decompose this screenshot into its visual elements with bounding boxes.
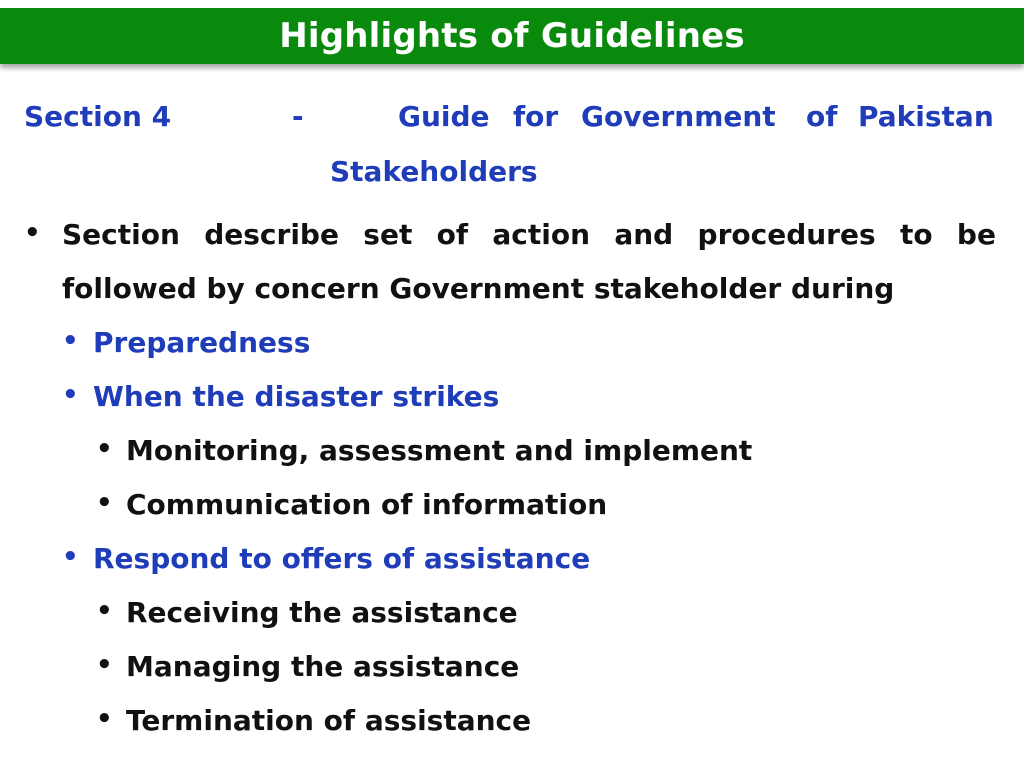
intro-word: Section: [62, 218, 180, 251]
list-item-receiving: Receiving the assistance: [126, 596, 518, 629]
slide-title: Highlights of Guidelines: [279, 16, 745, 56]
section-continuation: Stakeholders: [330, 155, 538, 188]
bullet-dot-icon: •: [24, 218, 41, 248]
bullet-dot-icon: •: [96, 488, 113, 518]
list-item-preparedness: Preparedness: [93, 326, 311, 359]
bullet-dot-icon: •: [96, 650, 113, 680]
intro-word: procedures: [697, 218, 876, 251]
bullet-dot-icon: •: [62, 326, 79, 356]
bullet-dot-icon: •: [96, 434, 113, 464]
intro-word: to: [899, 218, 933, 251]
bullet-dot-icon: •: [62, 380, 79, 410]
section-word-government: Government: [581, 100, 776, 133]
intro-word: set: [363, 218, 413, 251]
bullet-dot-icon: •: [62, 542, 79, 572]
intro-word: action: [492, 218, 591, 251]
section-word-of: of: [806, 100, 838, 133]
intro-line-2: followed by concern Government stakeholder during: [62, 272, 895, 305]
intro-word: and: [614, 218, 674, 251]
list-item-communication: Communication of information: [126, 488, 608, 521]
section-label: Section 4: [24, 100, 172, 133]
bullet-dot-icon: •: [96, 704, 113, 734]
list-item-monitoring: Monitoring, assessment and implement: [126, 434, 753, 467]
list-item-disaster-strikes: When the disaster strikes: [93, 380, 500, 413]
intro-line-1: [62, 218, 996, 251]
title-bar: [0, 8, 1024, 64]
section-dash: -: [292, 100, 304, 133]
list-item-termination: Termination of assistance: [126, 704, 532, 737]
section-word-for: for: [513, 100, 559, 133]
intro-word: be: [956, 218, 996, 251]
bullet-dot-icon: •: [96, 596, 113, 626]
intro-word: of: [436, 218, 469, 251]
intro-word: describe: [204, 218, 339, 251]
list-item-respond-offers: Respond to offers of assistance: [93, 542, 591, 575]
section-word-guide: Guide: [398, 100, 490, 133]
section-word-pakistan: Pakistan: [858, 100, 994, 133]
list-item-managing: Managing the assistance: [126, 650, 520, 683]
